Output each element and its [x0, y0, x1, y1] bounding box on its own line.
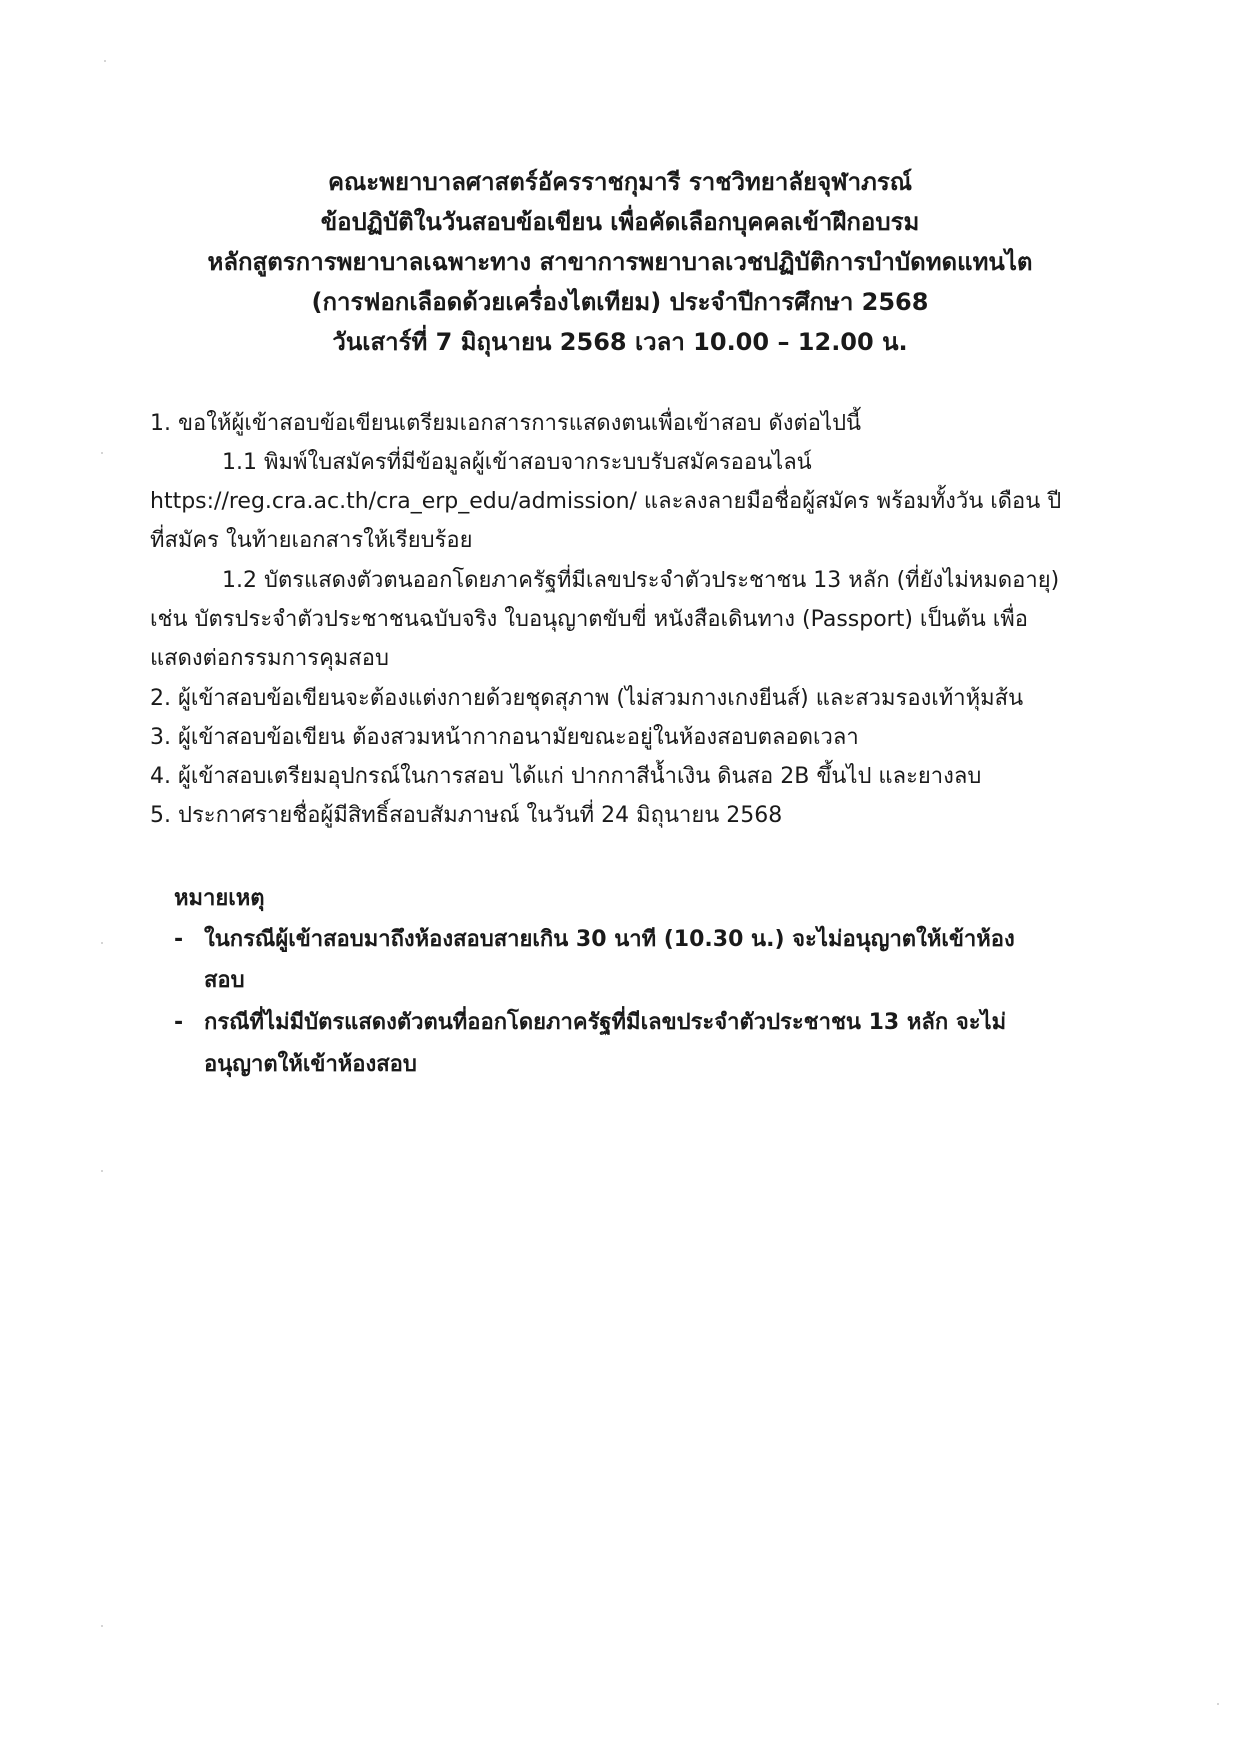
exam-date: วันเสาร์ที่ 7 มิถุนายน 2568 เวลา 10.00 – 12.00 น. — [332, 328, 908, 356]
instruction-item-1-1-cont: ที่สมัคร ในท้ายเอกสารให้เรียบร้อย — [150, 528, 473, 553]
instruction-item-1-1: 1.1 พิมพ์ใบสมัครที่มีข้อมูลผู้เข้าสอบจากระบบรับสมัครออนไลน์ — [222, 450, 812, 475]
instruction-item-1-2: 1.2 บัตรแสดงตัวตนออกโดยภาครัฐที่มีเลขประจำตัวประชาชน 13 หลัก (ที่ยังไม่หมดอายุ) — [222, 568, 1060, 593]
note-bullet: - — [174, 1010, 184, 1035]
scan-speck — [101, 1625, 103, 1627]
registration-url-line: https://reg.cra.ac.th/cra_erp_edu/admission/ และลงลายมือชื่อผู้สมัคร พร้อมทั้งวัน เดือน ปี — [150, 489, 1062, 514]
note-no-id-card: กรณีที่ไม่มีบัตรแสดงตัวตนที่ออกโดยภาครัฐที่มีเลขประจำตัวประชาชน 13 หลัก จะไม่ — [204, 1010, 1007, 1035]
scan-speck — [104, 60, 106, 62]
instruction-item-4: 4. ผู้เข้าสอบเตรียมอุปกรณ์ในการสอบ ได้แก่ ปากกาสีน้ำเงิน ดินสอ 2B ขึ้นไป และยางลบ — [150, 764, 982, 789]
instruction-item-5: 5. ประกาศรายชื่อผู้มีสิทธิ์สอบสัมภาษณ์ ในวันที่ 24 มิถุนายน 2568 — [150, 803, 783, 828]
scan-speck — [101, 942, 103, 944]
program-name: หลักสูตรการพยาบาลเฉพาะทาง สาขาการพยาบาลเวชปฏิบัติการบำบัดทดแทนไต — [207, 248, 1033, 276]
instruction-item-3: 3. ผู้เข้าสอบข้อเขียน ต้องสวมหน้ากากอนามัยขณะอยู่ในห้องสอบตลอดเวลา — [150, 725, 859, 750]
faculty-name: คณะพยาบาลศาสตร์อัครราชกุมารี ราชวิทยาลัยจุฬาภรณ์ — [327, 168, 913, 196]
scan-speck — [101, 1170, 103, 1172]
program-subtitle: (การฟอกเลือดด้วยเครื่องไตเทียม) ประจำปีการศึกษา 2568 — [311, 288, 929, 316]
note-no-id-card-cont: อนุญาตให้เข้าห้องสอบ — [204, 1052, 417, 1077]
notes-title: หมายเหตุ — [174, 886, 265, 911]
instruction-item-1-2-cont: เช่น บัตรประจำตัวประชาชนฉบับจริง ใบอนุญาตขับขี่ หนังสือเดินทาง (Passport) เป็นต้น เพื่อ — [150, 607, 1029, 632]
note-late-arrival: ในกรณีผู้เข้าสอบมาถึงห้องสอบสายเกิน 30 นาที (10.30 น.) จะไม่อนุญาตให้เข้าห้อง — [204, 927, 1015, 952]
document-header — [0, 162, 1240, 362]
note-late-arrival-cont: สอบ — [204, 968, 245, 993]
instruction-item-1: 1. ขอให้ผู้เข้าสอบข้อเขียนเตรียมเอกสารการแสดงตนเพื่อเข้าสอบ ดังต่อไปนี้ — [150, 411, 862, 436]
instruction-item-2: 2. ผู้เข้าสอบข้อเขียนจะต้องแต่งกายด้วยชุดสุภาพ (ไม่สวมกางเกงยีนส์) และสวมรองเท้าหุ้มส้น — [150, 686, 1024, 711]
document-title: ข้อปฏิบัติในวันสอบข้อเขียน เพื่อคัดเลือกบุคคลเข้าฝึกอบรม — [320, 208, 920, 236]
scan-speck — [101, 452, 103, 454]
instruction-item-1-2-end: แสดงต่อกรรมการคุมสอบ — [150, 646, 389, 671]
scan-speck — [1217, 1703, 1219, 1705]
note-bullet: - — [174, 927, 184, 952]
